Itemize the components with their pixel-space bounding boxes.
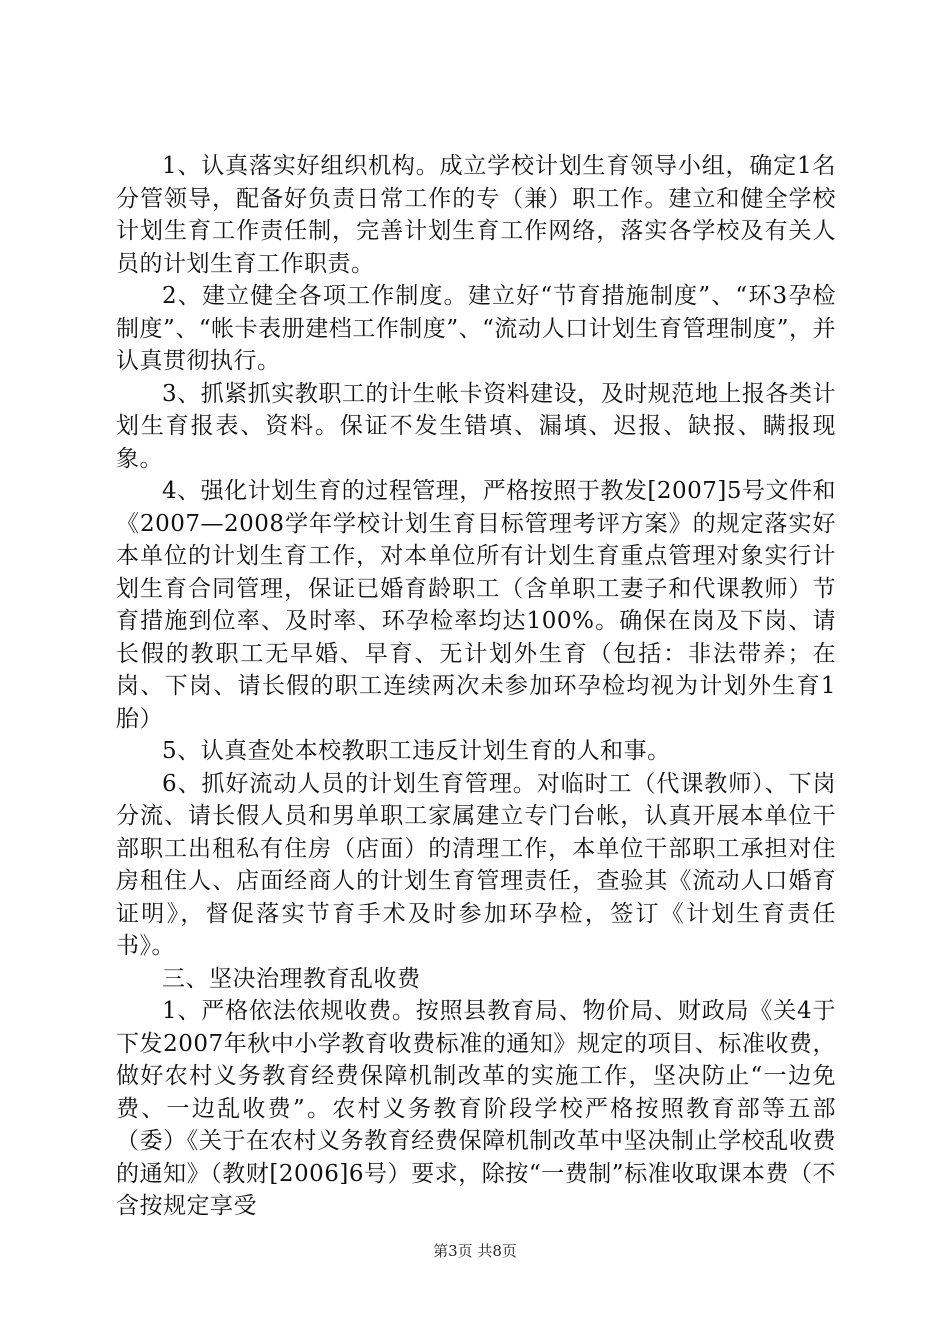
paragraph-1: 1、认真落实好组织机构。成立学校计划生育领导小组，确定1名分管领导，配备好负责日常工作的专（兼）职工作。建立和健全学校计划生育工作责任制，完善计划生育工作网络，落实各学校及有关人员的计划生育工作职责。 xyxy=(116,153,836,277)
paragraph-4: 4、强化计划生育的过程管理，严格按照于教发[2007]5号文件和《2007—2008学年学校计划生育目标管理考评方案》的规定落实好本单位的计划生育工作，对本单位所有计划生育重点管理对象实行计划生育合同管理，保证已婚育龄职工（含单职工妻子和代课教师）节育措施到位率、及时率、环孕检率均达100%。确保在岗及下岗、请长假的教职工无早婚、早育、无计划外生育（包括：非法带养；在岗、下岗、请长假的职工连续两次未参加环孕检均视为计划外生育1胎） xyxy=(116,478,836,732)
page-footer: 第3页 共8页 xyxy=(433,1242,517,1260)
paragraph-7: 1、严格依法依规收费。按照县教育局、物价局、财政局《关4于下发2007年秋中小学教育收费标准的通知》规定的项目、标准收费，做好农村义务教育经费保障机制改革的实施工作，坚决防止“一边免费、一边乱收费”。农村义务教育阶段学校严格按照教育部等五部（委）《关于在农村义务教育经费保障机制改革中坚决制止学校乱收费的通知》（教财[2006]6号）要求，除按“一费制”标准收取课本费（不含按规定享受 xyxy=(116,998,836,1219)
paragraph-5: 5、认真查处本校教职工违反计划生育的人和事。 xyxy=(162,738,671,764)
paragraph-3: 3、抓紧抓实教职工的计生帐卡资料建设，及时规范地上报各类计划生育报表、资料。保证不发生错填、漏填、迟报、缺报、瞒报现象。 xyxy=(116,380,836,472)
paragraph-2: 2、建立健全各项工作制度。建立好“节育措施制度”、“环3孕检制度”、“帐卡表册建档工作制度”、“流动人口计划生育管理制度”，并认真贯彻执行。 xyxy=(116,283,836,374)
document-body xyxy=(116,150,836,1223)
paragraph-6: 6、抓好流动人员的计划生育管理。对临时工（代课教师）、下岗分流、请长假人员和男单职工家属建立专门台帐，认真开展本单位干部职工出租私有住房（店面）的清理工作，本单位干部职工承担对住房租住人、店面经商人的计划生育管理责任，查验其《流动人口婚育证明》，督促落实节育手术及时参加环孕检，签订《计划生育责任书》。 xyxy=(116,770,836,959)
section-heading: 三、坚决治理教育乱收费 xyxy=(162,965,421,992)
